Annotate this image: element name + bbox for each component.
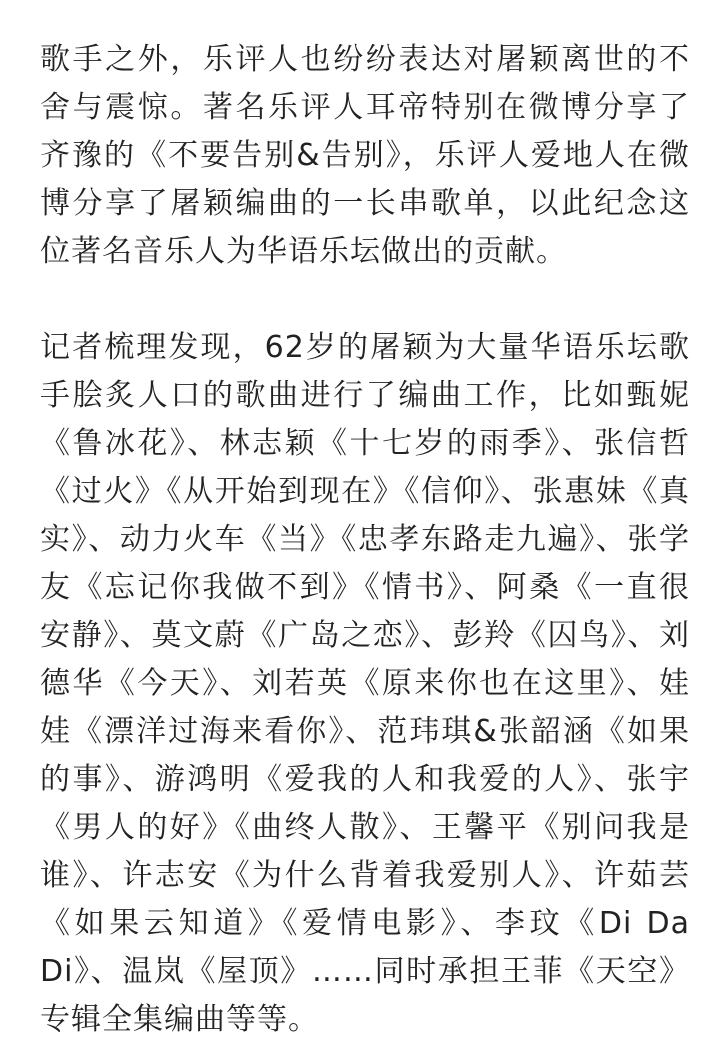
paragraph-arrangement-list: 记者梳理发现，62岁的屠颖为大量华语乐坛歌手脍炙人口的歌曲进行了编曲工作，比如甄妮《鲁冰花》、林志颖《十七岁的雨季》、张信哲《过火》《从开始到现在》《信仰》、张惠妹《真实》、动力火车《当》《忠孝东路走九遍》、张学友《忘记你我做不到》《情书》、阿桑《一直很安静》、莫文蔚《广岛之恋》、彭羚《囚鸟》、刘德华《今天》、刘若英《原来你也在这里》、娃娃《漂洋过海来看你》、范玮琪&张韶涵《如果的事》、游鸿明《爱我的人和我爱的人》、张宇《男人的好》《曲终人散》、王馨平《别问我是谁》、许志安《为什么背着我爱别人》、许茹芸《如果云知道》《爱情电影》、李玟《Di Da Di》、温岚《屋顶》……同时承担王菲《天空》专辑全集编曲等等。 bbox=[40, 330, 690, 1037]
paragraph-critics-reaction: 歌手之外，乐评人也纷纷表达对屠颖离世的不舍与震惊。著名乐评人耳帝特别在微博分享了齐豫的《不要告别&告别》，乐评人爱地人在微博分享了屠颖编曲的一长串歌单，以此纪念这位著名音乐人为华语乐坛做出的贡献。 bbox=[40, 42, 690, 269]
